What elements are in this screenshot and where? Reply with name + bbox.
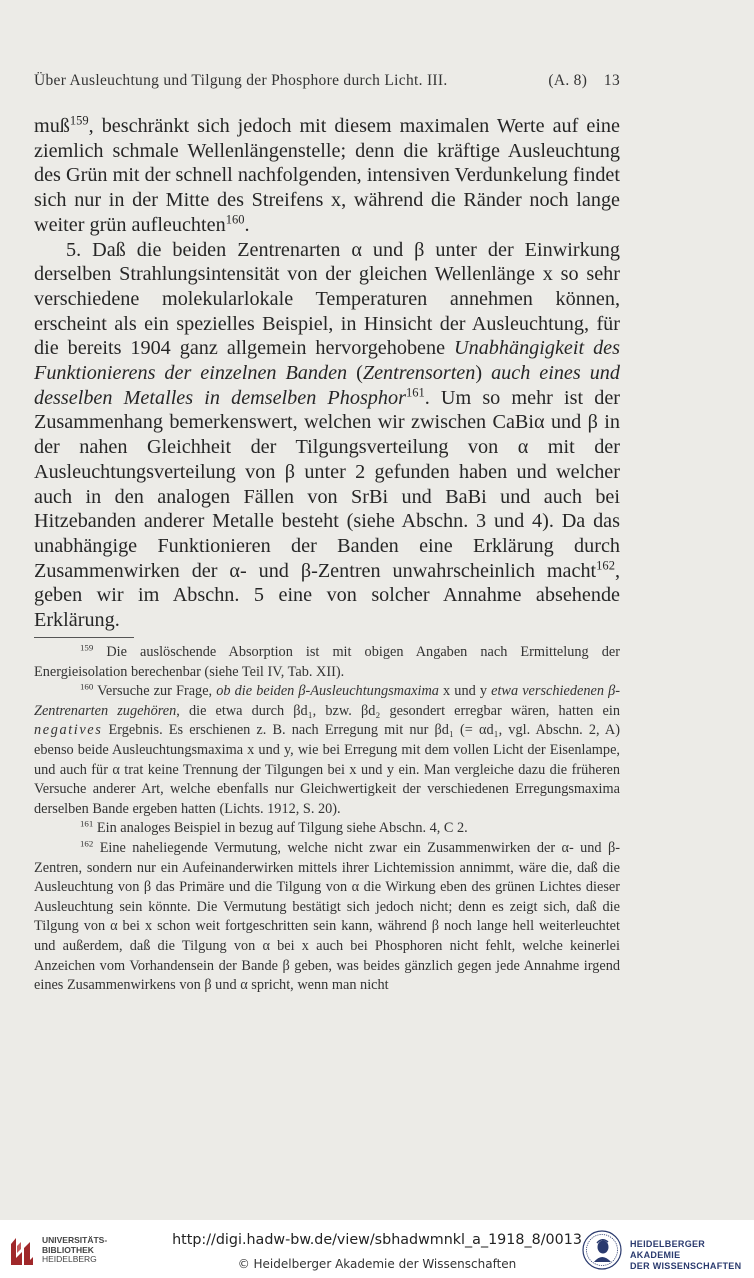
footnote-text: Ein analoges Beispiel in bezug auf Tilgung siehe Abschn. 4, C 2. [93, 820, 468, 837]
running-head [34, 72, 620, 90]
text-run: , geben wir im Abschn. 5 eine von solcher Annahme absehende Erklärung. [34, 559, 620, 632]
library-line: BIBLIOTHEK [42, 1244, 94, 1255]
text-run: . Um so mehr ist der Zusammenhang bemerkenswert, welchen wir zwischen CaBiα und β in der nahen Gleichheit der Tilgungsverteilung von α mit der Ausleuchtungsverteilung von β unter 2 gefunden haben und welcher auch in den analogen Fällen von SrBi und BaBi und auch bei Hitzebanden anderer Metalle besteht (siehe Abschn. 3 und 4). Da das unabhängige Funktionieren der Banden eine Erklärung durch Zusammenwirken der α- und β-Zentren unwahrscheinlich macht [34, 386, 621, 582]
footnote-divider [34, 637, 134, 638]
academy-seal-icon[interactable] [582, 1230, 622, 1270]
library-line: UNIVERSITÄTS- [42, 1235, 108, 1245]
footnote-text: Versuche zur Frage, [93, 683, 217, 700]
footnote-text: x und y [438, 683, 492, 700]
footnote-text: Ergebnis. Es erschienen z. B. nach Erregung mit nur βd₁ (= αd₁, vgl. Abschn. 2, A) ebenso beide Ausleuchtungsmaxima x und y, wie bei Erregung mit dem vollen Licht der Eisenlampe, und auch für α trat keine Trennung der Tilgungen bei x und y ein. Man vergleiche dazu die früheren Versuche anderer Art, welche ebenfalls nur Gleichwertigkeit der verschiedenen Erregungsmaxima derselben Bande ergeben hatten (Lichts. 1912, S. 20). [34, 722, 620, 817]
footnote-162 [34, 839, 620, 996]
footnote-number: 161 [80, 819, 94, 830]
permalink-url[interactable]: http://digi.hadw-bw.de/view/sbhadwmnkl_a_1918_8/0013 [172, 1232, 582, 1248]
text-run: muß [34, 115, 70, 137]
footnote-ref-159[interactable]: 159 [69, 113, 89, 128]
footnote-ref-162[interactable]: 162 [596, 558, 615, 573]
footnote-number: 160 [80, 681, 94, 692]
paragraph-1 [34, 114, 620, 238]
footnote-text: , die etwa durch βd₁, bzw. βd₂ gesondert erregbar wären, hatten ein [176, 702, 620, 719]
text-run: , beschränkt sich jedoch mit diesem maximalen Werte auf eine ziemlich schmale Wellenlängenstelle; denn die kräftige Ausleuchtung des Grün mit der schnell nachfolgenden, intensiven Verdunkelung findet sich nur in der Mitte des Streifens x, während die Ränder noch lange weiter grün aufleuchten [34, 115, 620, 236]
viewer-footer [0, 1222, 754, 1278]
running-head-right [548, 72, 620, 90]
text-run: ) [475, 362, 492, 385]
academy-line: DER WISSENSCHAFTEN [630, 1261, 742, 1271]
library-line: HEIDELBERG [42, 1254, 97, 1264]
footnote-ref-160[interactable]: 160 [225, 212, 245, 227]
text-run: . [244, 213, 250, 236]
academy-name [630, 1239, 754, 1272]
text-run: 5. Daß die beiden Zentrenarten α und β unter der Einwirkung derselben Strahlungsintensität von der gleichen Wellenlänge x so sehr verschiedene molekularlokale Temperaturen annehmen können, erscheint als ein spezielles Beispiel, in Hinsicht der Ausleuchtung, für die bereits 1904 ganz allgemein hervorgehobene [34, 238, 620, 360]
running-head-title: Über Ausleuchtung und Tilgung der Phosphore durch Licht. III. [34, 72, 448, 89]
footnote-161 [34, 819, 620, 839]
footnote-text: Eine naheliegende Vermutung, welche nicht zwar ein Zusammenwirken der α- und β-Zentren, sondern nur ein Aufeinanderwirken mittels ihrer Lichtemission annimmt, wäre die, daß die Ausleuchtung von β das Primäre und die Tilgung von α die Wirkung eben des grünen Lichtes dieser Ausleuchtung sein könnte. Die Vermutung bestätigt sich jedoch nicht; denn es zeigt sich, daß die Tilgung von α bei x schon weit fortgeschritten sein kann, während β noch lange hell weiterleuchtet und außerdem, daß die Tilgung von α bei x auch bei Phosphoren nicht fehlt, welche keinerlei Anzeichen vom Vorhandensein der Bande β geben, was beides gänzlich gegen jede Annahme irgend eines Zusammenwirkens von β und α spricht, wenn man nicht [34, 839, 620, 994]
italic-phrase: auch eines und desselben Metalles in demselben Phosphor [34, 362, 620, 409]
section-ref: (A. 8) [548, 72, 588, 89]
footnote-159 [34, 643, 620, 682]
italic-phrase: ob die beiden β-Ausleuchtungsmaxima [216, 683, 439, 700]
footnote-ref-161[interactable]: 161 [405, 385, 425, 400]
italic-phrase: etwa verschiedenen β-Zentrenarten zugehören [34, 683, 620, 719]
page-number: 13 [603, 72, 620, 89]
footnote-number: 159 [80, 642, 94, 653]
footnote-number: 162 [80, 838, 94, 849]
text-run: ( [347, 362, 363, 385]
academy-line: HEIDELBERGER AKADEMIE [630, 1239, 706, 1260]
footnotes [34, 643, 620, 996]
footnote-160 [34, 682, 620, 819]
paragraph-2 [34, 238, 620, 633]
copyright-notice: © Heidelberger Akademie der Wissenschaften [237, 1257, 517, 1271]
italic-phrase: Zentrensorten [362, 362, 476, 385]
footnote-text: Die auslöschende Absorption ist mit obigen Angaben nach Ermittelung der Energieisolation berechenbar (siehe Teil IV, Tab. XII). [34, 644, 620, 680]
italic-phrase: Unabhängigkeit des Funktionierens der einzelnen Banden [34, 337, 620, 385]
italic-phrase: negatives [34, 722, 103, 739]
main-text [34, 114, 620, 633]
